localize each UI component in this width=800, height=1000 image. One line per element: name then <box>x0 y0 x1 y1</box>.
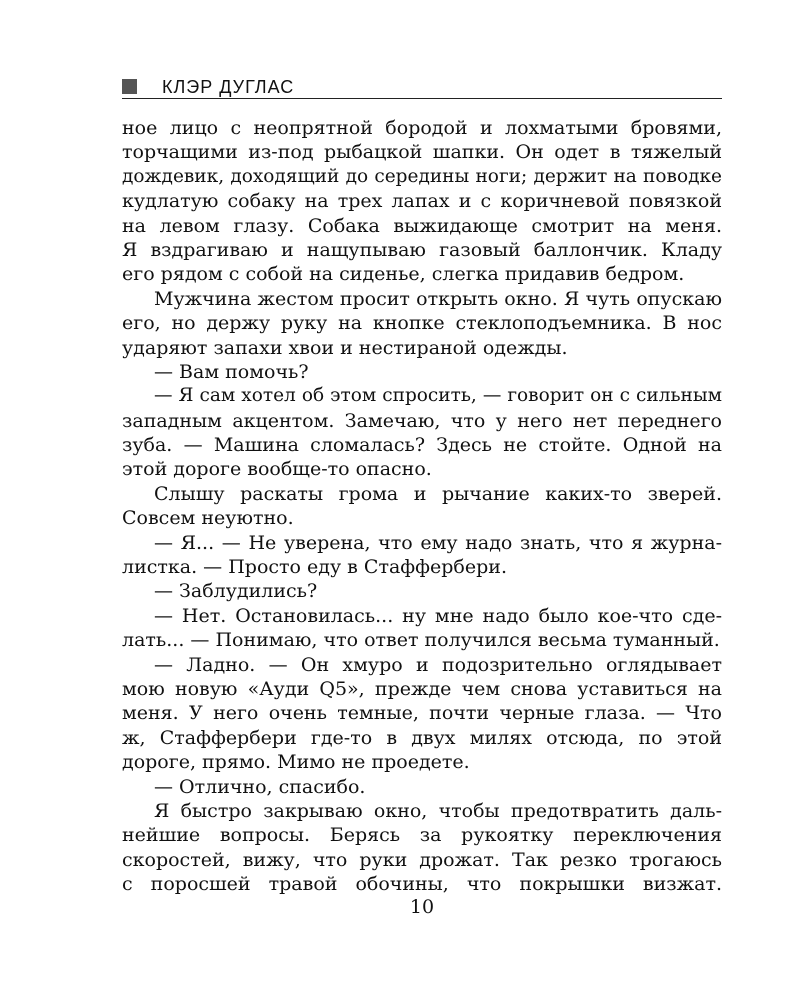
text-line: Слышу раскаты грома и рычание каких-то зверей. <box>154 482 722 505</box>
text-line: лать... — Понимаю, что ответ получился весьма туманный. <box>122 629 720 652</box>
header-author-name: КЛЭР ДУГЛАС <box>162 77 295 97</box>
page-number: 10 <box>409 896 435 918</box>
text-line: скоростей, вижу, что руки дрожат. Так резко трогаюсь <box>122 848 722 871</box>
text-line: — Я... — Не уверена, что ему надо знать, что я журна- <box>154 531 722 554</box>
text-line: Мужчина жестом просит открыть окно. Я чуть опускаю <box>154 287 722 310</box>
text-line: — Вам помочь? <box>154 360 309 383</box>
text-line: листка. — Просто еду в Стаффербери. <box>122 556 507 579</box>
text-line: — Нет. Остановилась... ну мне надо было кое-что сде- <box>154 604 722 627</box>
text-line: — Ладно. — Он хмуро и подозрительно оглядывает <box>154 653 722 676</box>
text-line: его, но держу руку на кнопке стеклоподъемника. В нос <box>122 312 722 335</box>
text-line: Совсем неуютно. <box>122 507 294 530</box>
text-line: нейшие вопросы. Берясь за рукоятку переключения <box>122 824 722 847</box>
text-line: ное лицо с неопрятной бородой и лохматыми бровями, <box>122 117 722 139</box>
text-line: его рядом с собой на сиденье, слегка придавив бедром. <box>122 263 685 286</box>
text-line: — Заблудились? <box>154 580 318 603</box>
text-line: зуба. — Машина сломалась? Здесь не стойте. Одной на <box>122 434 722 457</box>
text-line: мою новую «Ауди Q5», прежде чем снова уставиться на <box>122 677 722 700</box>
text-line: Я быстро закрываю окно, чтобы предотвратить даль- <box>154 799 722 822</box>
text-line: — Отлично, спасибо. <box>154 775 366 798</box>
text-line: дождевик, доходящий до середины ноги; держит на поводке <box>122 165 722 187</box>
text-line: торчащими из-под рыбацкой шапки. Он одет в тяжелый <box>122 141 722 164</box>
running-header <box>122 76 722 99</box>
header-square-marker <box>122 79 137 94</box>
text-line: с поросшей травой обочины, что покрышки визжат. <box>122 873 722 896</box>
text-line: меня. У него очень темные, почти черные глаза. — Что <box>122 702 722 725</box>
text-line: кудлатую собаку на трех лапах и с коричневой повязкой <box>122 190 722 213</box>
text-line: ж, Стаффербери где-то в двух милях отсюда, по этой <box>122 726 722 749</box>
text-line: — Я сам хотел об этом спросить, — говорит он с сильным <box>154 385 722 407</box>
text-line: на левом глазу. Собака выжидающе смотрит на меня. <box>122 214 722 237</box>
text-line: дороге, прямо. Мимо не проедете. <box>122 751 470 774</box>
text-line: западным акцентом. Замечаю, что у него нет переднего <box>122 409 722 432</box>
text-line: ударяют запахи хвои и нестираной одежды. <box>122 336 568 359</box>
text-line: этой дороге вообще-то опасно. <box>122 458 432 481</box>
text-line: Я вздрагиваю и нащупываю газовый баллончик. Кладу <box>122 238 722 261</box>
body-text <box>122 116 722 897</box>
